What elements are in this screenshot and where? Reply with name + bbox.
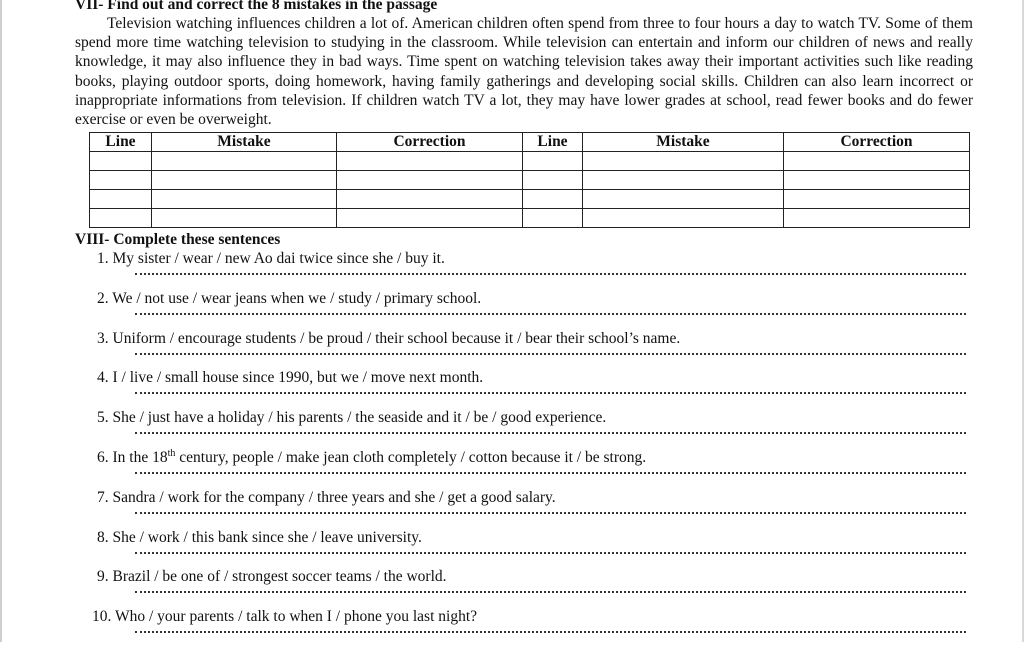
table-cell[interactable] <box>152 171 337 190</box>
table-cell[interactable] <box>337 209 523 228</box>
header-correction: Correction <box>337 133 523 152</box>
answer-line[interactable] <box>135 392 966 394</box>
answer-line[interactable] <box>135 472 966 474</box>
table-cell[interactable] <box>523 209 583 228</box>
passage-text: Television watching influences children a lot of. American children often spend from three to four hours a day to watch TV. Some of them spend more time watching television to studying in the classroom. While television can entertain and inform our children of news and really knowledge, it may also influence they in bad ways. Time spent on watching television takes away their important activities such like reading books, playing outdoor sports, doing homework, having family gatherings and developing social skills. Children can also learn incorrect or inappropriate informations from television. If children watch TV a lot, they may have lower grades at school, read fewer books and do fewer exercise or even be overweight. <box>75 15 973 129</box>
answer-line[interactable] <box>135 432 966 434</box>
answer-line[interactable] <box>135 353 966 355</box>
list-item <box>97 329 969 369</box>
section-7 <box>75 0 973 129</box>
table-cell[interactable] <box>583 190 784 209</box>
list-item <box>97 448 969 488</box>
section-8 <box>75 231 973 249</box>
item-text: I / live / small house since 1990, but we / move next month. <box>112 369 484 387</box>
table-cell[interactable] <box>583 171 784 190</box>
table-header-row <box>90 133 970 152</box>
list-item <box>97 289 969 329</box>
item-number: 7. <box>97 488 109 506</box>
table-cell[interactable] <box>337 171 523 190</box>
table-cell[interactable] <box>337 190 523 209</box>
list-item <box>97 528 969 568</box>
table-cell[interactable] <box>90 209 152 228</box>
table-cell[interactable] <box>152 190 337 209</box>
answer-line[interactable] <box>135 631 966 633</box>
table-row <box>90 190 970 209</box>
item-number: 3. <box>97 329 109 347</box>
corrections-table <box>89 132 970 228</box>
item-number: 2. <box>97 289 109 307</box>
sentence-list <box>92 249 969 647</box>
answer-line[interactable] <box>135 552 966 554</box>
header-correction: Correction <box>784 133 970 152</box>
item-text: My sister / wear / new Ao dai twice since she / buy it. <box>112 250 445 267</box>
list-item <box>92 607 969 647</box>
table-cell[interactable] <box>784 209 970 228</box>
table-cell[interactable] <box>90 152 152 171</box>
table-cell[interactable] <box>583 209 784 228</box>
item-number: 5. <box>97 409 109 427</box>
list-item <box>97 567 969 607</box>
table-cell[interactable] <box>784 152 970 171</box>
item-text: Who / your parents / talk to when I / phone you last night? <box>114 608 478 626</box>
item-text: Uniform / encourage students / be proud / their school because it / bear their school’s name. <box>112 329 681 347</box>
item-text-before: In the 18 <box>112 448 168 466</box>
header-line: Line <box>523 133 583 152</box>
header-mistake: Mistake <box>152 133 337 152</box>
page-left-edge <box>0 0 2 642</box>
table-cell[interactable] <box>523 171 583 190</box>
table-cell[interactable] <box>583 152 784 171</box>
table-cell[interactable] <box>90 171 152 190</box>
answer-line[interactable] <box>135 273 966 275</box>
table-row <box>90 171 970 190</box>
item-text: She / just have a holiday / his parents / the seaside and it / be / good experience. <box>112 409 607 427</box>
item-text-after: century, people / make jean cloth completely / cotton because it / be strong. <box>175 448 647 466</box>
item-number: 9. <box>97 568 109 586</box>
list-item <box>97 488 969 528</box>
answer-line[interactable] <box>135 313 966 315</box>
table-cell[interactable] <box>337 152 523 171</box>
item-number: 4. <box>97 369 109 387</box>
table-row <box>90 209 970 228</box>
table-cell[interactable] <box>90 190 152 209</box>
item-text: Brazil / be one of / strongest soccer teams / the world. <box>112 568 447 586</box>
table-cell[interactable] <box>784 171 970 190</box>
header-mistake: Mistake <box>583 133 784 152</box>
list-item <box>97 408 969 448</box>
table-cell[interactable] <box>523 190 583 209</box>
answer-line[interactable] <box>135 512 966 514</box>
header-line: Line <box>90 133 152 152</box>
item-number: 8. <box>97 528 109 546</box>
section-8-heading: VIII- Complete these sentences <box>75 231 281 248</box>
table-cell[interactable] <box>152 209 337 228</box>
item-number: 1. <box>97 250 109 267</box>
table-cell[interactable] <box>784 190 970 209</box>
list-item <box>97 249 969 289</box>
item-text-superscript: th <box>167 447 176 459</box>
item-number: 10. <box>92 608 112 626</box>
answer-line[interactable] <box>135 591 966 593</box>
table-row <box>90 152 970 171</box>
item-text: She / work / this bank since she / leave university. <box>112 528 422 546</box>
item-text: We / not use / wear jeans when we / study / primary school. <box>112 289 482 307</box>
item-number: 6. <box>97 448 109 466</box>
table-cell[interactable] <box>152 152 337 171</box>
table-cell[interactable] <box>523 152 583 171</box>
item-text: Sandra / work for the company / three years and she / get a good salary. <box>112 488 556 506</box>
section-7-heading: VII- Find out and correct the 8 mistakes in the passage <box>75 0 438 13</box>
list-item <box>97 368 969 408</box>
